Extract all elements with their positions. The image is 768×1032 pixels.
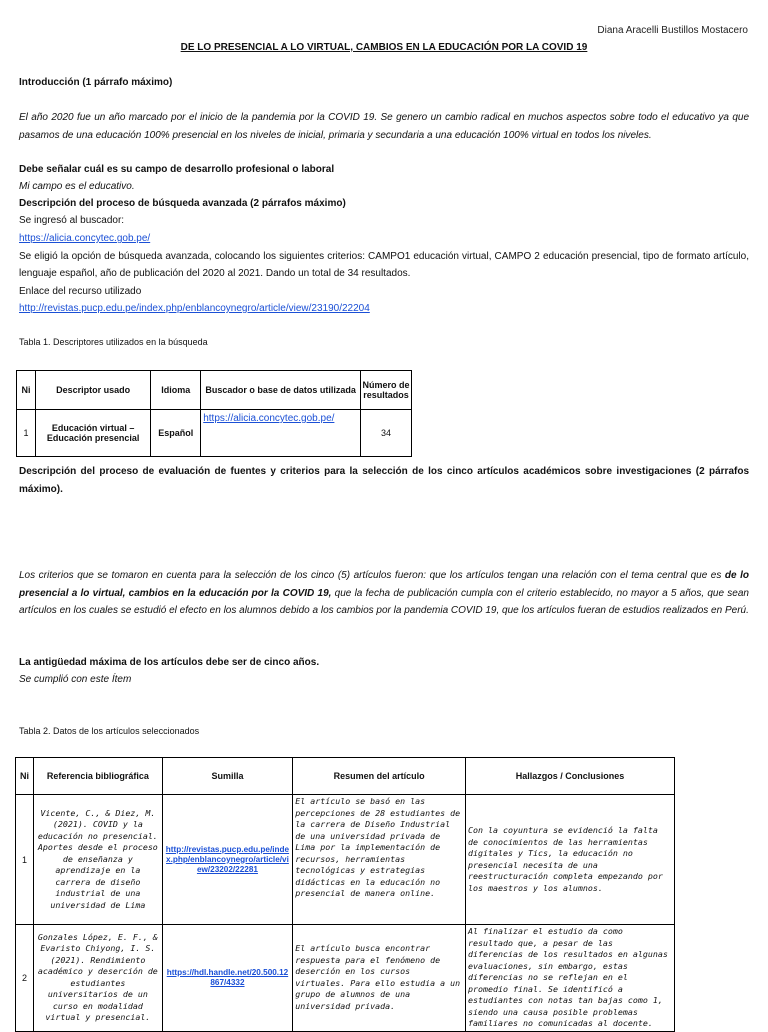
table1-header-resultados: Número de resultados xyxy=(361,371,412,410)
table2-row1-resumen: El artículo se basó en las percepciones de 28 estudiantes de la carrera de Diseño Industrial de una universidad privada de Lima por la implementación de recursos, herramientas tecnológicas y estrategias didácticas en la educación no presencial de manera online. xyxy=(293,795,466,925)
field-heading: Debe señalar cuál es su campo de desarrollo profesional o laboral xyxy=(19,164,335,175)
age-heading: La antigüedad máxima de los artículos debe ser de cinco años. xyxy=(19,657,320,668)
document-title: DE LO PRESENCIAL A LO VIRTUAL, CAMBIOS EN LA EDUCACIÓN POR LA COVID 19 xyxy=(180,42,588,53)
table2-row2-sumilla-link[interactable]: https://hdl.handle.net/20.500.12867/4332 xyxy=(162,925,293,1032)
table1-caption: Tabla 1. Descriptores utilizados en la búsqueda xyxy=(19,337,208,347)
evaluation-heading: Descripción del proceso de evaluación de fuentes y criterios para la selección de los cinco artículos académicos sobre investigaciones (2 párrafos máximo). xyxy=(19,466,749,495)
table1-header-descriptor: Descriptor usado xyxy=(35,371,150,410)
search-text: Se eligió la opción de búsqueda avanzada, colocando los siguientes criterios: CAMPO1 educación virtual, CAMPO 2 educación presencial, tipo de formato artículo, lenguaje español, año de publicación del 2020 al 2021. Dando un total de 34 resultados. xyxy=(19,251,749,279)
field-text: Mi campo es el educativo. xyxy=(19,181,135,192)
intro-heading: Introducción (1 párrafo máximo) xyxy=(19,77,173,88)
search-heading: Descripción del proceso de búsqueda avanzada (2 párrafos máximo) xyxy=(19,198,346,209)
table2-header-hallazgos: Hallazgos / Conclusiones xyxy=(466,758,675,795)
table1-cell-descriptor: Educación virtual – Educación presencial xyxy=(35,410,150,457)
table-row xyxy=(17,410,412,457)
table2-row2-ni: 2 xyxy=(16,925,34,1032)
revistas-link[interactable]: http://revistas.pucp.edu.pe/index.php/enblancoynegro/article/view/23190/22204 xyxy=(19,303,370,314)
search-line2: Enlace del recurso utilizado xyxy=(19,286,142,297)
table2-row1-ni: 1 xyxy=(16,795,34,925)
table2-row2-resumen: El artículo busca encontrar respuesta para el fenómeno de deserción en los cursos virtuales. Para ello estudia a un grupo de alumnos de una universidad privada. xyxy=(293,925,466,1032)
table2-header-resumen: Resumen del artículo xyxy=(293,758,466,795)
table1-header-row xyxy=(17,371,412,410)
table2-header-sumilla: Sumilla xyxy=(162,758,293,795)
table2-caption: Tabla 2. Datos de los artículos seleccionados xyxy=(19,726,200,736)
table1-header-ni: Ni xyxy=(17,371,36,410)
table2-row1-sumilla-link[interactable]: http://revistas.pucp.edu.pe/index.php/enblancoynegro/article/view/23202/22281 xyxy=(162,795,293,925)
table1-cell-resultados: 34 xyxy=(361,410,412,457)
table-row xyxy=(16,925,675,1032)
table2-header-row xyxy=(16,758,675,795)
table-row xyxy=(16,795,675,925)
descriptors-table xyxy=(16,370,412,457)
intro-text: El año 2020 fue un año marcado por el inicio de la pandemia por la COVID 19. Se genero un cambio radical en muchos aspectos sobre todo el educativo ya que pasamos de una educación 100% presencial en los niveles de inicial, primaria y secundaria a una educación 100% virtual en todos los niveles. xyxy=(19,112,749,141)
evaluation-text: Los criterios que se tomaron en cuenta para la selección de los cinco (5) artículos fueron: que los artículos tengan una relación con el tema central que es de lo presencial a lo virtual, cambios en la educación por la COVID 19, que la fecha de publicación cumpla con el criterio establecido, no mayor a 5 años, que sean artículos en los cuales se estudió el efecto en los alumnos debido a los cambios por la pandemia COVID 19, que los artículos fueran de estudios realizados en Perú. xyxy=(19,570,749,616)
table1-cell-idioma: Español xyxy=(151,410,201,457)
table1-header-buscador: Buscador o base de datos utilizada xyxy=(201,371,361,410)
table2-row1-hallazgos: Con la coyuntura se evidenció la falta de conocimientos de las herramientas digitales y Tics, la educación no presencial necesita de una reestructuración completa empezando por los maestros y los alumnos. xyxy=(466,795,675,925)
table2-row2-hallazgos: Al finalizar el estudio da como resultado que, a pesar de las diferencias de los resultados en algunas evaluaciones, sin embargo, estas diferencias no se reflejan en el promedio final. Se identificó a estudiantes con notas tan bajas como 1, siendo una causa posible problemas familiares no comunicadas al docente. xyxy=(466,925,675,1032)
table1-header-idioma: Idioma xyxy=(151,371,201,410)
table2-row2-ref: Gonzales López, E. F., & Evaristo Chiyong, I. S. (2021). Rendimiento académico y deserción de estudiantes universitarios de un curso en modalidad virtual y presencial. xyxy=(34,925,163,1032)
table2-header-ni: Ni xyxy=(16,758,34,795)
table2-row1-ref: Vicente, C., & Diez, M. (2021). COVID y la educación no presencial. Aportes desde el proceso de enseñanza y aprendizaje en la carrera de diseño industrial de una universidad de Lima xyxy=(34,795,163,925)
alicia-link[interactable]: https://alicia.concytec.gob.pe/ xyxy=(19,233,151,244)
age-text: Se cumplió con este Ítem xyxy=(19,674,132,685)
table2-header-ref: Referencia bibliográfica xyxy=(34,758,163,795)
table1-cell-ni: 1 xyxy=(17,410,36,457)
author-name: Diana Aracelli Bustillos Mostacero xyxy=(597,25,748,36)
search-line1: Se ingresó al buscador: xyxy=(19,215,125,226)
articles-table xyxy=(15,757,675,1032)
table1-buscador-link[interactable]: https://alicia.concytec.gob.pe/ xyxy=(203,413,335,424)
